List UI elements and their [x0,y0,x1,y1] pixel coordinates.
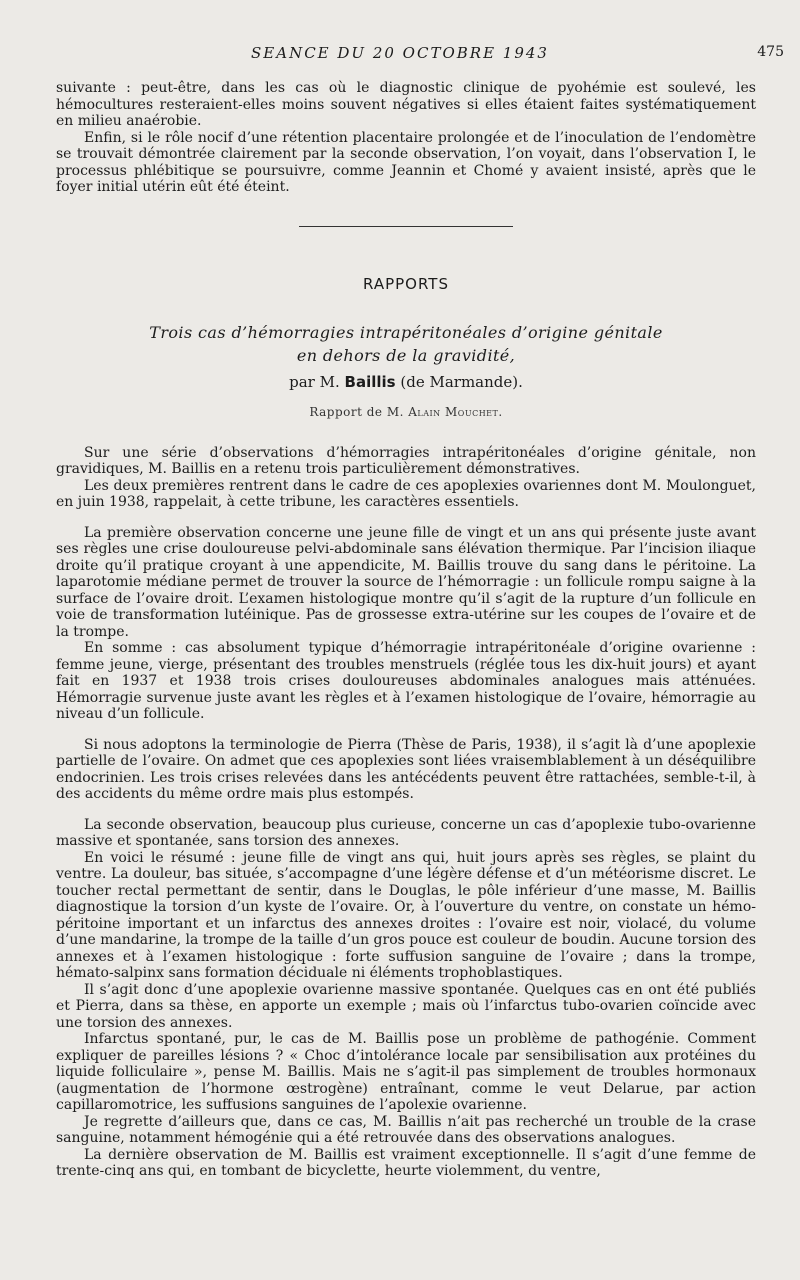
text-body [56,80,756,1180]
article-title [56,321,756,367]
paragraph: En voici le résumé : jeune fille de vingt ans qui, huit jours après ses règles, se plaint du ventre. La douleur, bas située, s’accompagne d’une légère défense et d’un météorisme discret. Le toucher rectal permettant de sentir, dans le Douglas, le pôle inférieur d’une masse, M. Baillis diagnostique la torsion d’un kyste de l’ovaire. Or, à l’ouverture du ventre, on constate un hémo-péritoine important et un infarctus des annexes droites : l’ovaire est noir, violacé, du volume d’une mandarine, la trompe de la taille d’un gros pouce est couleur de boudin. Aucune torsion des annexes et à l’examen histologique : forte suffusion sanguine de l’ovaire ; dans la trompe, hémato-salpinx sans formation déciduale ni éléments trophoblastiques. [56,849,756,981]
byline-prefix: par M. [289,372,340,391]
reporter-line [56,405,756,419]
paragraph: La dernière observation de M. Baillis est vraiment exceptionnelle. Il s’agit d’une femme de trente-cinq ans qui, en tombant de bicyclette, heurte violemment, du ventre, [56,1146,756,1179]
reporter-name: Alain Mouchet. [408,404,503,419]
article-title-line-2: en dehors de la gravidité, [296,345,516,365]
author-name: Baillis [344,372,396,391]
paragraph: Il s’agit donc d’une apoplexie ovarienne massive spontanée. Quelques cas en ont été publiés et Pierra, dans sa thèse, en apporte un exemple ; mais où l’infarctus tubo-ovarien coïncide avec une torsion des annexes. [56,981,756,1031]
byline [56,373,756,391]
byline-suffix: (de Marmande). [400,372,523,391]
paragraph: Je regrette d’ailleurs que, dans ce cas, M. Baillis n’ait pas recherché un trouble de la crase sanguine, notamment hémogénie qui a été retrouvée dans des observations analogues. [56,1113,756,1146]
page-header [0,44,800,68]
intro-paragraph-1: suivante : peut-être, dans les cas où le diagnostic clinique de pyohémie est soulevé, les hémocultures resteraient-elles moins souvent négatives si elles étaient faites systématiquement en milieu anaérobie. [56,80,756,129]
paragraph: En somme : cas absolument typique d’hémorragie intrapéritonéale d’origine ovarienne : femme jeune, vierge, présentant des troubles menstruels (réglée tous les dix-huit jours) et ayant fait en 1937 et 1938 trois crises douloureuses abdominales analogues mais atténuées. Hémorragie survenue juste avant les règles et à l’examen histologique de l’ovaire, hémorragie au niveau d’un follicule. [56,640,756,722]
section-divider [299,226,513,227]
section-title: RAPPORTS [363,274,449,293]
paragraph: Si nous adoptons la terminologie de Pierra (Thèse de Paris, 1938), il s’agit là d’une apoplexie partielle de l’ovaire. On admet que ces apoplexies sont liées vraisemblablement à un déséquilibre endocrinien. Les trois crises relevées dans les antécédents peuvent être rattachées, semble-t-il, à des accidents du même ordre mais plus estompés. [56,736,756,802]
paragraph: Infarctus spontané, pur, le cas de M. Baillis pose un problème de pathogénie. Comment expliquer de pareilles lésions ? « Choc d’intolérance locale par sensibilisation aux protéines du liquide folliculaire », pense M. Baillis. Mais ne s’agit-il pas simplement de troubles hormonaux (augmentation de l’hormone œstrogène) entraînant, comme le veut Delarue, par action capillaromotrice, les suffusions sanguines de l’apolexie ovarienne. [56,1031,756,1113]
paragraph: Sur une série d’observations d’hémorragies intrapéritonéales d’origine génitale, non gravidiques, M. Baillis en a retenu trois particulièrement démonstratives. [56,444,756,477]
paragraph: Les deux premières rentrent dans le cadre de ces apoplexies ovariennes dont M. Moulonguet, en juin 1938, rappelait, à cette tribune, les caractères essentiels. [56,477,756,510]
paragraph: La seconde observation, beaucoup plus curieuse, concerne un cas d’apoplexie tubo-ovarienne massive et spontanée, sans torsion des annexes. [56,816,756,849]
page-number: 475 [757,44,784,60]
paragraph: La première observation concerne une jeune fille de vingt et un ans qui présente juste avant ses règles une crise douloureuse pelvi-abdominale sans élévation thermique. Par l’incision iliaque droite qu’il pratique croyant à une appendicite, M. Baillis trouve du sang dans le péritoine. La laparotomie médiane permet de trouver la source de l’hémorragie : un follicule rompu saigne à la surface de l’ovaire droit. L’examen histologique montre qu’il s’agit de la rupture d’un follicule en voie de transformation lutéinique. Pas de grossesse extra-utérine sur les coupes de l’ovaire et de la trompe. [56,524,756,640]
running-title: SEANCE DU 20 OCTOBRE 1943 [251,44,549,62]
intro-paragraph-2: Enfin, si le rôle nocif d’une rétention placentaire prolongée et de l’inoculation de l’endomètre se trouvait démontrée clairement par la seconde observation, l’on voyait, dans l’observation I, le processus phlébitique se poursuivre, comme Jeannin et Chomé y avaient insisté, après que le foyer initial utérin eût été éteint. [56,129,756,195]
reporter-prefix: Rapport de M. [309,404,404,419]
article-title-line-1: Trois cas d’hémorragies intrapéritonéales d’origine génitale [149,322,663,342]
